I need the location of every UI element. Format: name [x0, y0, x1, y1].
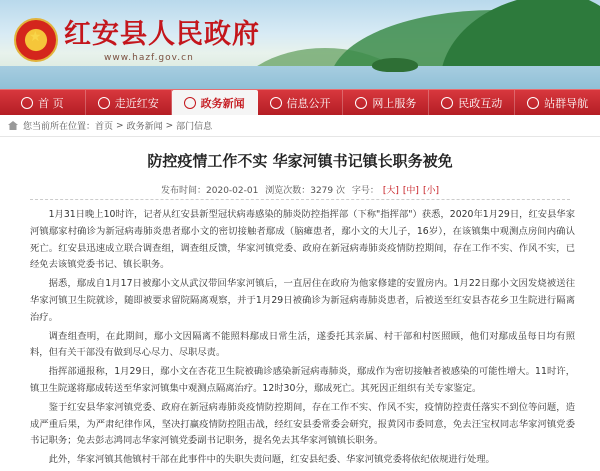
- nav-item-disclosure[interactable]: [258, 90, 344, 115]
- breadcrumb-department[interactable]: 部门信息: [176, 122, 213, 132]
- nav-item-label: 政务新闻: [200, 96, 245, 110]
- nav-item-about[interactable]: [86, 90, 172, 115]
- banner-lake: [0, 66, 600, 89]
- view-count: 浏览次数：3279 次: [265, 186, 345, 196]
- article-paragraph: 鉴于红安县华家河镇党委、政府在新冠病毒肺炎疫情防控期间，存在工作不实、作风不实，疫情防控责任落实不到位等问题，造成严重后果，为严肃纪律作风，坚决打赢疫情防控阻击战，经红安县委常委会研究，报黄冈市委同意，免去汪宝权同志华家河镇党委书记职务；免去彭志鸿同志华家河镇党委副书记职务，提名免去其华家河镇镇长职务。: [30, 401, 575, 447]
- nav-item-home[interactable]: [0, 90, 86, 115]
- site-url: www.hazf.gov.cn: [104, 53, 194, 63]
- divider: [30, 199, 570, 200]
- national-emblem-icon: ★: [14, 18, 58, 62]
- article-body: [30, 207, 575, 471]
- article-paragraph: 指挥部通报称，1月29日，鄢小文在杏花卫生院被确诊感染新冠病毒肺炎，鄢成作为密切接触者被感染的可能性增大。11时许，镇卫生院遂将鄢成转送至华家河镇集中观测点隔离治疗。12时30分，鄢成死亡。其死因正组织有关专家鉴定。: [30, 366, 575, 394]
- nav-item-label: 信息公开: [286, 96, 331, 110]
- article-paragraph: 据悉，鄢成自1月17日被鄢小文从武汉带回华家河镇后，一直居住在政府为他家修建的安置房内。1月22日鄢小文因发烧被送往华家河镇卫生院就诊，随即被要求留院隔离观察，并于1月29日被确诊为新冠病毒肺炎患者，后被送至红安县杏花乡卫生院进行隔离治疗。: [30, 278, 575, 323]
- chat-icon: [441, 97, 453, 109]
- home-icon: [21, 97, 33, 109]
- article-paragraph: 此外，华家河镇其他镇村干部在此事件中的失职失责问题，红安县纪委、华家河镇党委将依纪依规进行处理。: [48, 454, 495, 466]
- breadcrumb-news[interactable]: 政务新闻: [126, 122, 163, 132]
- article-meta: [0, 183, 600, 196]
- nav-item-site-group[interactable]: [515, 90, 600, 115]
- nav-item-interaction[interactable]: [429, 90, 515, 115]
- article-title: 防控疫情工作不实 华家河镇书记镇长职务被免: [147, 152, 453, 170]
- breadcrumb-home[interactable]: 首页: [95, 122, 114, 132]
- breadcrumb-separator: >: [165, 120, 174, 131]
- nav-item-label: 走近红安: [114, 96, 159, 110]
- font-small-button[interactable]: [小]: [422, 186, 439, 196]
- publish-time: 发布时间：2020-02-01: [161, 186, 259, 196]
- site-banner: [0, 0, 600, 89]
- compass-icon: [98, 97, 110, 109]
- font-medium-button[interactable]: [中]: [402, 186, 419, 196]
- site-title[interactable]: 红安县人民政府: [64, 19, 260, 50]
- breadcrumb-prefix: 您当前所在位置：: [23, 122, 96, 132]
- article-paragraph: 调查组查明，在此期间，鄢小文因隔离不能照料鄢成日常生活，遂委托其亲属、村干部和村医照顾，他们对鄢成虽每日均有照料，但有关干部没有做到尽心尽力、尽职尽责。: [30, 330, 575, 359]
- breadcrumb-separator: >: [116, 120, 124, 131]
- font-large-button[interactable]: [大]: [382, 186, 399, 196]
- main-nav: [0, 89, 600, 115]
- sitemap-icon: [527, 97, 539, 109]
- news-icon: [184, 97, 196, 109]
- banner-island: [372, 58, 418, 72]
- nav-item-label: 首 页: [38, 96, 64, 110]
- font-size-label: 字号：: [351, 186, 379, 196]
- nav-item-online-service[interactable]: [343, 90, 429, 115]
- monitor-icon: [355, 97, 367, 109]
- nav-item-label: 网上服务: [372, 96, 417, 110]
- document-icon: [270, 97, 282, 109]
- breadcrumb: [0, 115, 600, 137]
- nav-item-label: 民政互动: [458, 96, 503, 110]
- nav-item-news[interactable]: [172, 90, 258, 115]
- nav-item-label: 站群导航: [544, 96, 589, 110]
- home-icon: [8, 121, 18, 130]
- article-paragraph: 1月31日晚上10时许，记者从红安县新型冠状病毒感染的肺炎防控指挥部（下称"指挥部"）获悉，2020年1月29日，红安县华家河镇鄢家村确诊为新冠病毒肺炎患者鄢小文的密切接触者鄢成（脑瘫患者，鄢小文的大儿子，16岁），在该镇集中观测点房间内确认死亡。红安县迅速成立联合调查组，调查组反馈，华家河镇党委、政府在新冠病毒肺炎疫情防控期间，存在工作不实、作风不实，已经免去该镇党委书记、镇长职务。: [30, 209, 575, 271]
